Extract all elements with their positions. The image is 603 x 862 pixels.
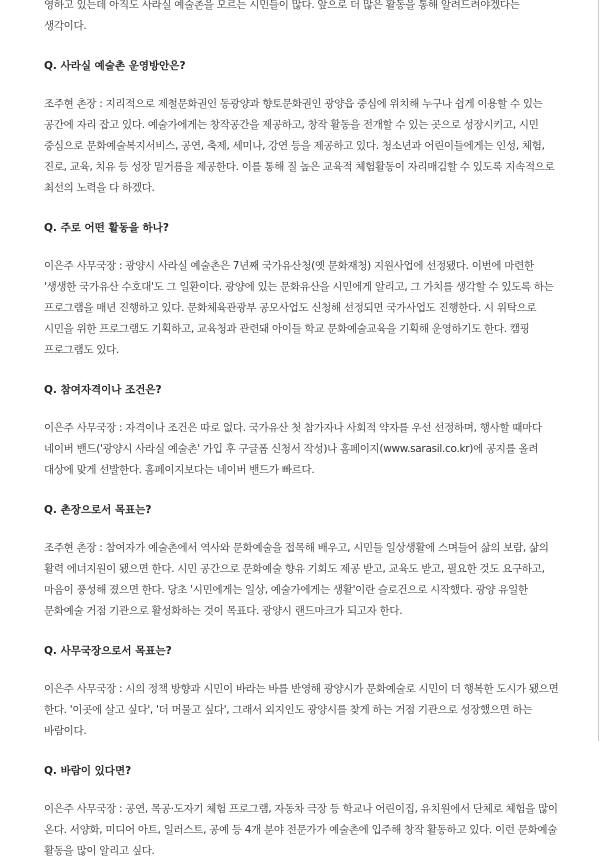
question-director-goal: Q. 사무국장으로서 목표는? xyxy=(44,645,172,657)
answer-director-goal: 이은주 사무국장 : 시의 정책 방향과 시민이 바라는 바를 반영해 광양시가 문화예술로 시민이 더 행복한 도시가 됐으면 한다. '이곳에 살고 싶다', '더 머물고 싶다', 그래서 외지인도 광양시를 찾게 하는 거점 기관으로 성장했으면 하는 바람이다. xyxy=(44,683,559,737)
page-right-border xyxy=(598,0,599,741)
answer-eligibility: 이은주 사무국장 : 자격이나 조건은 따로 없다. 국가유산 첫 참가자나 사회적 약자를 우선 선정하며, 행사할 때마다 네이버 밴드('광양시 사라실 예술촌' 가입 후 구글폼 신청서 작성)나 홈페이지(www.sarasil.co.kr)에 공지를 올려 대상에 맞게 선발한다. 홈페이지보다는 네이버 밴드가 빠르다. xyxy=(44,422,542,476)
answer-wishes: 이은주 사무국장 : 공연, 목공·도자기 체험 프로그램, 자동차 극장 등 학교나 어린이집, 유치원에서 단체로 체험을 많이 온다. 서양화, 미디어 아트, 일러스트, 공예 등 4개 분야 전문가가 예술촌에 입주해 창작 활동하고 있다. 이런 문화예술 활동을 많이 알리고 싶다. xyxy=(44,803,558,857)
question-operation-plan: Q. 사라실 예술촌 운영방안은? xyxy=(44,60,186,72)
answer-chief-goal: 조주현 촌장 : 참여자가 예술촌에서 역사와 문화예술을 접목해 배우고, 시민들 일상생활에 스며들어 삶의 보람, 삶의 활력 에너지원이 됐으면 한다. 시민 공간으로 문화예술 향유 기회도 제공 받고, 교육도 받고, 필요한 것도 요구하고, 마음이 풍성해 졌으면 한다. 당초 '시민에게는 일상, 예술가에게는 생활'이란 슬로건으로 시작했다. 광양 유일한 문화예술 거점 기관으로 활성화하는 것이 목표다. 광양시 랜드마크가 되고자 한다. xyxy=(44,542,549,617)
answer-operation-plan: 조주현 촌장 : 지리적으로 제철문화권인 동광양과 향토문화권인 광양읍 중심에 위치해 누구나 쉽게 이용할 수 있는 공간에 자리 잡고 있다. 예술가에게는 창작공간을 제공하고, 창작 활동을 전개할 수 있는 곳으로 성장시키고, 시민 중심으로 문화예술복지서비스, 공연, 축제, 세미나, 강연 등을 제공하고 있다. 청소년과 어린이들에게는 인성, 체험, 진로, 교육, 치유 등 성장 밑거름을 제공한다. 이를 통해 질 높은 교육적 체험활동이 자리매김할 수 있도록 지속적으로 최선의 노력을 다 하겠다. xyxy=(44,98,555,194)
question-main-activities: Q. 주로 어떤 활동을 하나? xyxy=(44,222,169,234)
answer-main-activities: 이은주 사무국장 : 광양시 사라실 예술촌은 7년째 국가유산청(옛 문화재청) 지원사업에 선정됐다. 이번에 마련한 '생생한 국가유산 수호대'도 그 일환이다. 광양에 있는 문화유산을 시민에게 알리고, 그 가치를 생각할 수 있도록 하는 프로그램을 매년 진행하고 있다. 문화체육관광부 공모사업도 신청해 선정되면 국가사업도 진행한다. 시 위탁으로 시민을 위한 프로그램도 기획하고, 교육청과 관련돼 아이들 학교 문화예술교육을 기획해 운영하기도 한다. 캠핑 프로그램도 있다. xyxy=(44,260,554,356)
question-eligibility: Q. 참여자격이나 조건은? xyxy=(44,384,162,396)
intro-paragraph: 영하고 있는데 아직도 사라실 예술촌을 모르는 시민들이 많다. 앞으로 더 많은 활동을 통해 알려드려야겠다는 생각이다. xyxy=(44,0,520,32)
question-chief-goal: Q. 촌장으로서 목표는? xyxy=(44,504,152,516)
question-wishes: Q. 바람이 있다면? xyxy=(44,765,132,777)
article-body xyxy=(44,0,564,862)
